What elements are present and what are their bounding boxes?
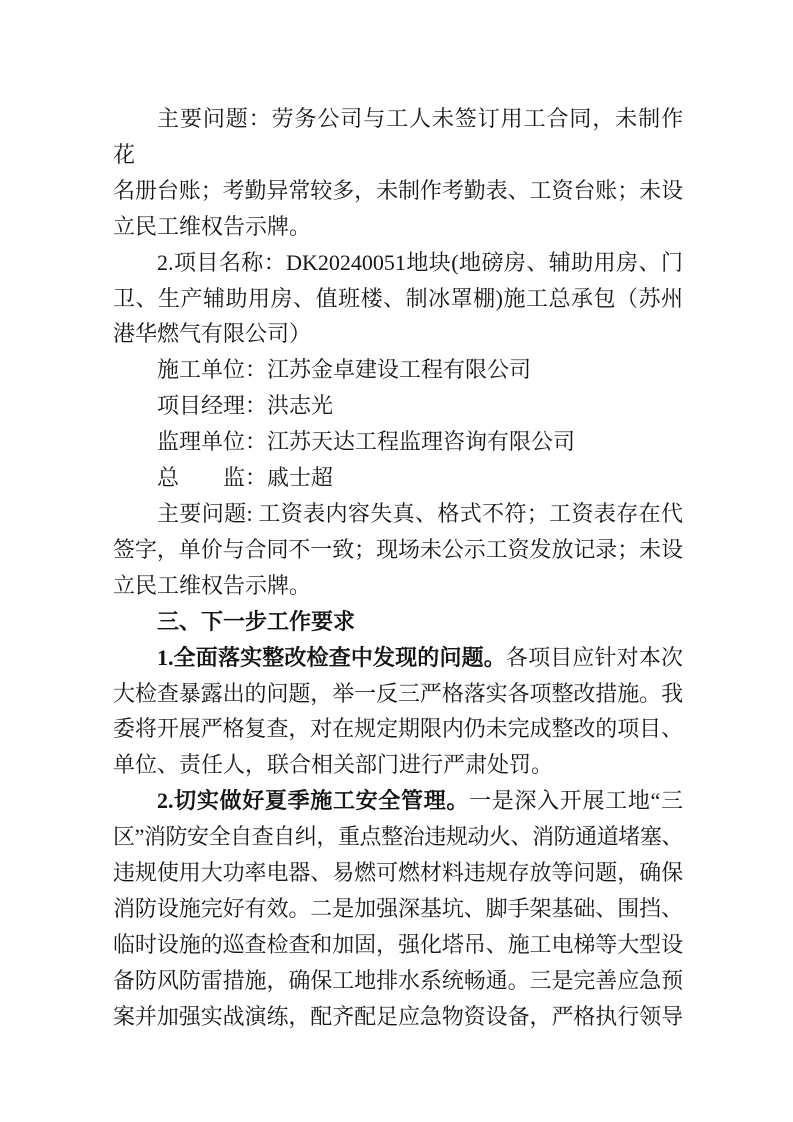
text-run: 一是深入开展工地“三 <box>469 788 683 814</box>
text-run: 大检查暴露出的问题，举一反三严格落实各项整改措施。我 <box>113 680 683 706</box>
text-run: 备防风防雷措施，确保工地排水系统畅通。三是完善应急预 <box>113 967 683 993</box>
text-line <box>113 496 683 532</box>
text-line <box>113 352 683 388</box>
text-line <box>113 711 683 747</box>
text-line <box>113 568 683 604</box>
text-line <box>113 209 683 245</box>
text-line <box>113 460 683 496</box>
text-run: 卫、生产辅助用房、值班楼、制冰罩棚)施工总承包（苏州 <box>113 285 683 311</box>
text-run: 单位、责任人，联合相关部门进行严肃处罚。 <box>113 752 554 778</box>
text-run: 2.项目名称：DK20240051地块(地磅房、辅助用房、门 <box>157 249 683 275</box>
text-line <box>113 173 683 209</box>
text-run: 立民工维权告示牌。 <box>113 213 312 239</box>
text-line <box>113 747 683 783</box>
text-run: 港华燃气有限公司） <box>113 321 312 347</box>
text-run: 区”消防安全自查自纠，重点整治违规动火、消防通道堵塞、 <box>113 824 683 850</box>
text-run: 消防设施完好有效。二是加强深基坑、脚手架基础、围挡、 <box>113 895 683 921</box>
text-run: 项目经理：洪志光 <box>157 393 334 419</box>
document-body <box>113 101 683 1035</box>
text-run: 主要问题: 工资表内容失真、格式不符；工资表存在代 <box>157 500 683 526</box>
bold-run: 2.切实做好夏季施工安全管理。 <box>157 788 470 814</box>
text-line <box>113 532 683 568</box>
text-line <box>113 927 683 963</box>
text-run: 签字，单价与合同不一致；现场未公示工资发放记录；未设 <box>113 536 683 562</box>
text-line <box>113 245 683 281</box>
text-line <box>113 819 683 855</box>
text-line <box>113 676 683 712</box>
text-run: 三、下一步工作要求 <box>157 608 356 634</box>
text-line <box>113 891 683 927</box>
text-line <box>113 640 683 676</box>
text-run: 监理单位：江苏天达工程监理咨询有限公司 <box>157 429 576 455</box>
text-run: 案并加强实战演练，配齐配足应急物资设备，严格执行领导 <box>113 1003 683 1029</box>
text-line <box>113 999 683 1035</box>
text-run: 名册台账；考勤异常较多，未制作考勤表、工资台账；未设 <box>113 177 683 203</box>
section-heading <box>113 604 683 640</box>
text-run: 主要问题：劳务公司与工人未签订用工合同，未制作花 <box>113 106 683 167</box>
text-run: 违规使用大功率电器、易燃可燃材料违规存放等问题，确保 <box>113 860 683 886</box>
text-line <box>113 783 683 819</box>
text-line <box>113 424 683 460</box>
text-line <box>113 316 683 352</box>
text-run: 立民工维权告示牌。 <box>113 572 312 598</box>
text-line <box>113 101 683 173</box>
text-run: 总 监：戚士超 <box>157 465 334 491</box>
text-run: 委将开展严格复查，对在规定期限内仍未完成整改的项目、 <box>113 716 683 742</box>
text-line <box>113 855 683 891</box>
text-run: 各项目应针对本次 <box>505 644 683 670</box>
text-line <box>113 281 683 317</box>
text-run: 临时设施的巡查检查和加固，强化塔吊、施工电梯等大型设 <box>113 931 683 957</box>
text-line <box>113 963 683 999</box>
text-line <box>113 388 683 424</box>
bold-run: 1.全面落实整改检查中发现的问题。 <box>157 644 506 670</box>
text-run: 施工单位：江苏金卓建设工程有限公司 <box>157 357 532 383</box>
